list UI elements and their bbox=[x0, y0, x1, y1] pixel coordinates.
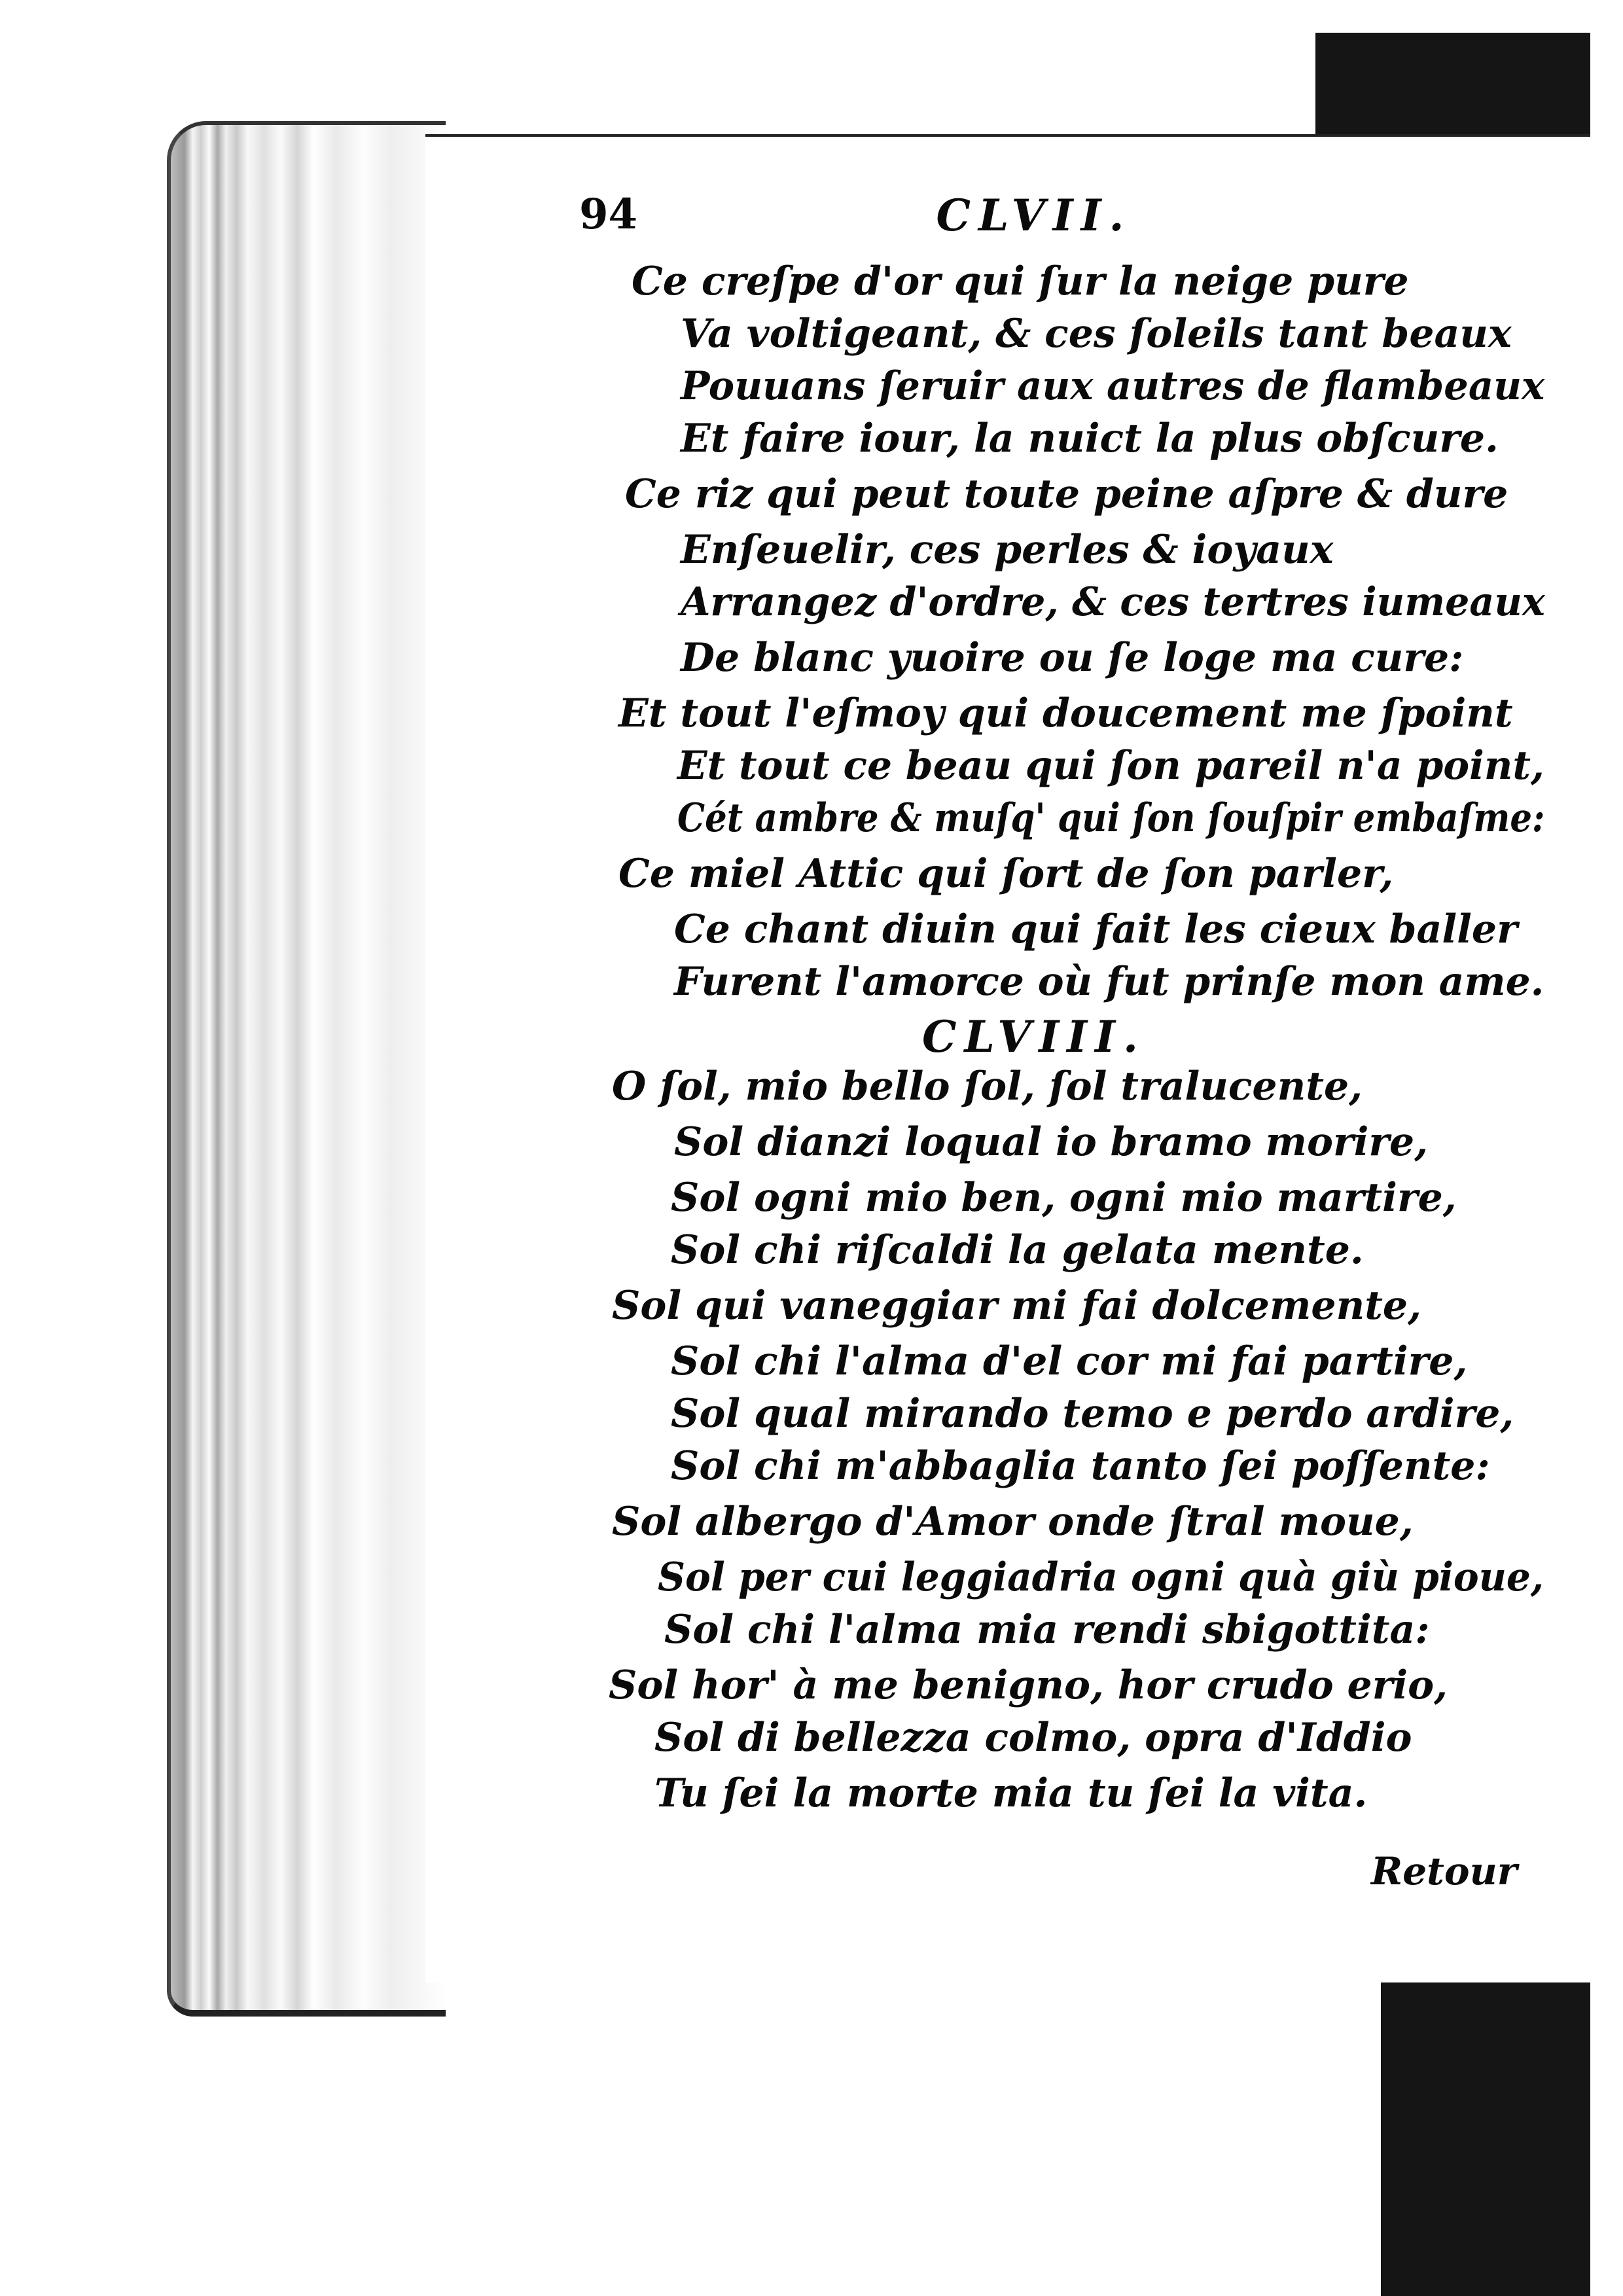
verse-line: Sol qui vaneggiar mi fai dolcemente, bbox=[612, 1283, 1421, 1329]
sonnet-heading: CLVIII. bbox=[922, 1011, 1146, 1062]
verse-line: Sol albergo d'Amor onde ſtral moue, bbox=[612, 1499, 1414, 1545]
verse-line: Sol ogni mio ben, ogni mio martire, bbox=[671, 1175, 1457, 1221]
verse-line: Enſeuelir, ces perles & ioyaux bbox=[681, 527, 1334, 573]
verse-line: Sol chi riſcaldi la gelata mente. bbox=[671, 1227, 1364, 1273]
verse-line: Sol hor' à me benigno, hor crudo erio, bbox=[609, 1662, 1448, 1708]
verse-line: Ce creſpe d'or qui ſur la neige pure bbox=[632, 259, 1409, 304]
verse-line: Arrangez d'ordre, & ces tertres iumeaux bbox=[681, 579, 1545, 625]
verse-line: Sol dianzi loqual io bramo morire, bbox=[674, 1119, 1429, 1165]
verse-line: Cét ambre & muſq' qui ſon ſouſpir embaſme: bbox=[677, 795, 1545, 841]
verse-line: De blanc yuoire ou ſe loge ma cure: bbox=[681, 635, 1464, 681]
verse-line: O ſol, mio bello ſol, ſol tralucente, bbox=[612, 1064, 1363, 1109]
catchword: Retour bbox=[1371, 1849, 1518, 1893]
verse-line: Sol chi m'abbaglia tanto ſei poſſente: bbox=[671, 1443, 1490, 1489]
verse-line: Sol per cui leggiadria ogni quà giù pioue, bbox=[658, 1554, 1544, 1600]
verse-line: Sol di bellezza colmo, opra d'Iddio bbox=[654, 1715, 1412, 1761]
verse-line: Ce chant diuin qui fait les cieux baller bbox=[674, 906, 1518, 952]
verse-line: Et tout l'eſmoy qui doucement me ſpoint bbox=[618, 691, 1513, 736]
verse-line: Tu ſei la morte mia tu ſei la vita. bbox=[654, 1770, 1368, 1816]
page-number: 94 bbox=[579, 190, 638, 239]
verse-line: Furent l'amorce où fut prinſe mon ame. bbox=[674, 959, 1544, 1005]
verse-line: Pouuans ſeruir aux autres de flambeaux bbox=[681, 363, 1545, 409]
verse-line: Sol chi l'alma mia rendi sbigottita: bbox=[664, 1607, 1430, 1653]
verse-line: Sol qual mirando temo e perdo ardire, bbox=[671, 1391, 1514, 1437]
sonnet-heading: CLVII. bbox=[936, 190, 1132, 241]
verse-line: Ce riz qui peut toute peine aſpre & dure bbox=[625, 471, 1508, 517]
verse-line: Et tout ce beau qui ſon pareil n'a point, bbox=[677, 743, 1544, 789]
verse-line: Va voltigeant, & ces ſoleils tant beaux bbox=[681, 311, 1512, 357]
verse-line: Et faire iour, la nuict la plus obſcure. bbox=[681, 416, 1499, 461]
verse-line: Ce miel Attic qui ſort de ſon parler, bbox=[618, 851, 1394, 897]
verse-line: Sol chi l'alma d'el cor mi fai partire, bbox=[671, 1338, 1468, 1384]
